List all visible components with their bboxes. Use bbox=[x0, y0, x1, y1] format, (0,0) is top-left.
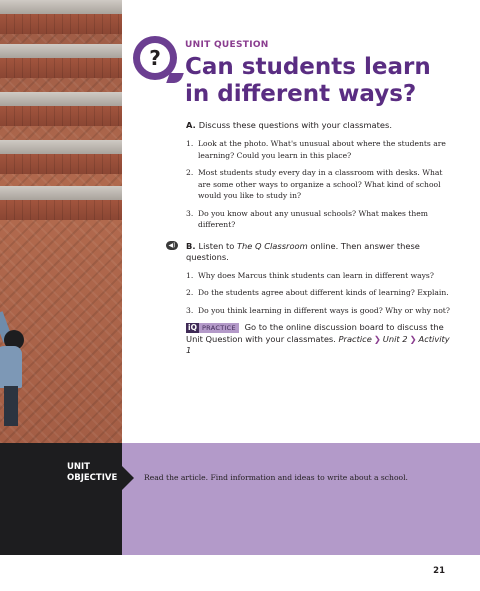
practice-text: Go to the online discussion board to discuss the Unit Question with your classmates. bbox=[186, 322, 444, 344]
section-b-heading: ◀) B. Listen to The Q Classroom online. Then answer these questions. bbox=[186, 241, 456, 263]
list-item: 3. Do you know about any unusual schools? What makes them different? bbox=[186, 208, 428, 229]
list-item: 1. Why does Marcus think students can learn in different ways? bbox=[186, 270, 434, 280]
online-practice bbox=[186, 322, 456, 357]
list-item: 3. Do you think learning in different ways is good? Why or why not? bbox=[186, 305, 450, 315]
chevron-right-icon: ❯ bbox=[373, 333, 381, 344]
main-content bbox=[168, 120, 456, 357]
person-body bbox=[0, 346, 22, 388]
person-legs bbox=[4, 386, 18, 426]
unit-question-label: UNIT QUESTION bbox=[185, 40, 269, 50]
unit-photo bbox=[0, 0, 122, 443]
page-number: 21 bbox=[433, 566, 445, 576]
iq-tag: iQ bbox=[188, 323, 197, 332]
list-item: 1. Look at the photo. What's unusual about where the students are learning? Could you learn in this place? bbox=[186, 139, 446, 160]
page-title: Can students learn in different ways? bbox=[185, 54, 431, 107]
objective-purple-panel bbox=[122, 443, 480, 555]
objective-dark-panel bbox=[0, 443, 122, 555]
audio-icon[interactable]: ◀) bbox=[166, 241, 178, 250]
objective-arrow-icon bbox=[122, 466, 134, 490]
section-b-questions bbox=[186, 270, 456, 317]
unit-objective-label: UNIT OBJECTIVE bbox=[67, 462, 118, 483]
section-a-questions bbox=[186, 138, 456, 231]
practice-tag: PRACTICE bbox=[199, 323, 239, 333]
list-item: 2. Do the students agree about different kinds of learning? Explain. bbox=[186, 288, 449, 297]
practice-path[interactable]: Practice ❯ Unit 2 ❯ Activity 1 bbox=[186, 333, 450, 355]
unit-objective-text: Read the article. Find information and ideas to write about a school. bbox=[144, 473, 408, 482]
list-item: 2. Most students study every day in a classroom with desks. What are some other ways to organize a school? What kind of school would you like to study in? bbox=[186, 168, 443, 200]
question-badge-icon: ? bbox=[133, 36, 177, 80]
section-a-heading: A. Discuss these questions with your classmates. bbox=[186, 120, 392, 130]
chevron-right-icon: ❯ bbox=[409, 333, 417, 344]
